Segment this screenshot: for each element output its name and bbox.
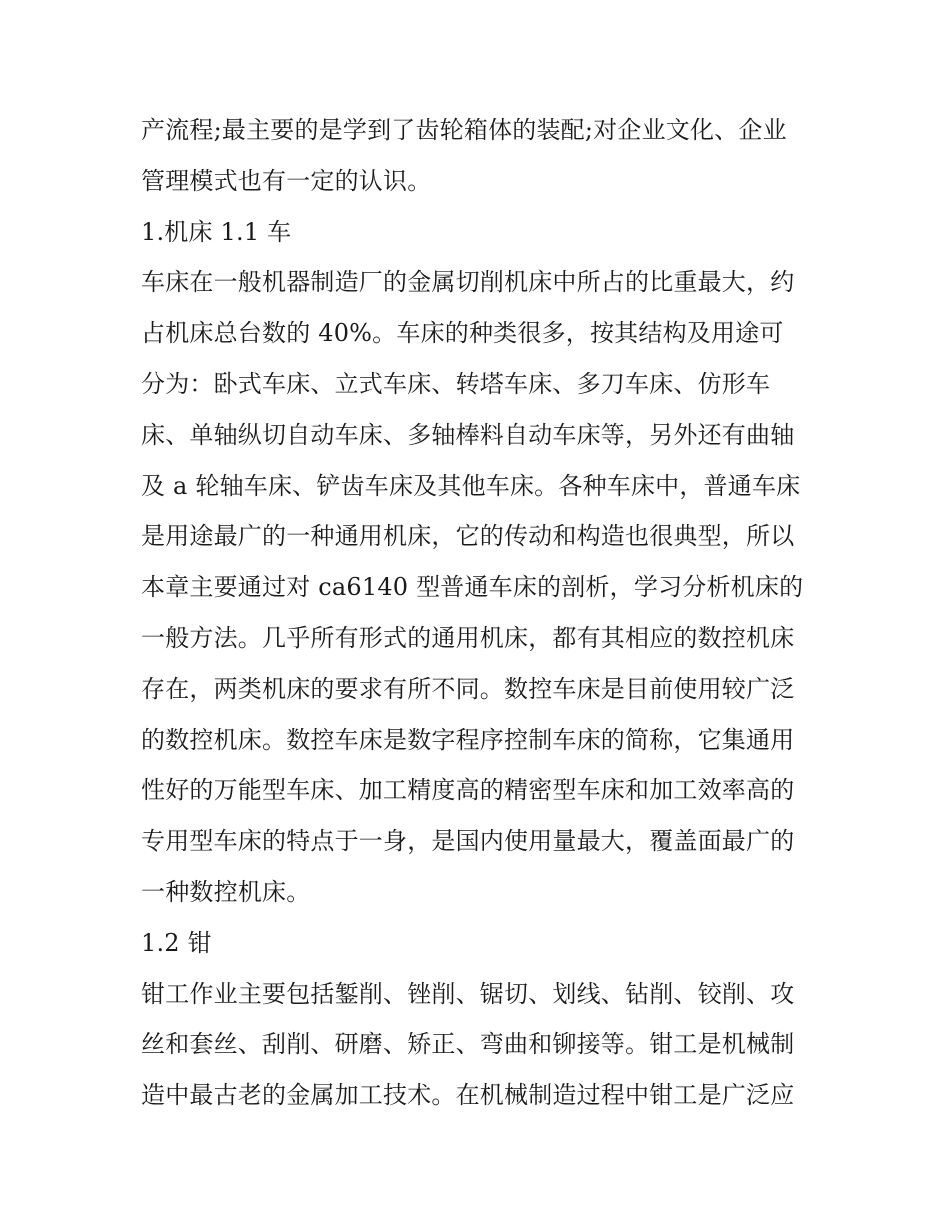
text-line: 是用途最广的一种通用机床，它的传动和构造也很典型，所以 (141, 522, 795, 551)
document-body (141, 105, 813, 1121)
text-line: 车床在一般机器制造厂的金属切削机床中所占的比重最大，约 (141, 268, 795, 297)
text-line: 存在，两类机床的要求有所不同。数控车床是目前使用较广泛 (141, 674, 795, 703)
text-line: 产流程;最主要的是学到了齿轮箱体的装配;对企业文化、企业 (141, 116, 787, 144)
text-line: 床、单轴纵切自动车床、多轴棒料自动车床等，另外还有曲轴 (141, 420, 795, 449)
text-line: 专用型车床的特点于一身，是国内使用量最大，覆盖面最广的 (141, 827, 795, 856)
text-line: 性好的万能型车床、加工精度高的精密型车床和加工效率高的 (141, 776, 795, 805)
text-line: 占机床总台数的 40%。车床的种类很多，按其结构及用途可 (141, 319, 784, 348)
text-line: 管理模式也有一定的认识。 (141, 166, 432, 195)
text-line: 钳工作业主要包括錾削、锉削、锯切、划线、钻削、铰削、攻 (141, 979, 795, 1008)
text-line: 本章主要通过对 ca6140 型普通车床的剖析，学习分析机床的 (141, 573, 804, 602)
section-heading: 1.2 钳 (141, 928, 212, 957)
text-line: 及 a 轮轴车床、铲齿车床及其他车床。各种车床中，普通车床 (141, 471, 801, 500)
text-line: 分为：卧式车床、立式车床、转塔车床、多刀车床、仿形车 (141, 369, 771, 398)
text-line: 一种数控机床。 (141, 877, 311, 906)
text-line: 的数控机床。数控车床是数字程序控制车床的简称，它集通用 (141, 725, 795, 754)
section-heading: 1.机床 1.1 车 (141, 217, 292, 246)
text-line: 一般方法。几乎所有形式的通用机床，都有其相应的数控机床 (141, 623, 795, 652)
text-line: 造中最古老的金属加工技术。在机械制造过程中钳工是广泛应 (141, 1081, 795, 1110)
text-line: 丝和套丝、刮削、研磨、矫正、弯曲和铆接等。钳工是机械制 (141, 1030, 795, 1059)
